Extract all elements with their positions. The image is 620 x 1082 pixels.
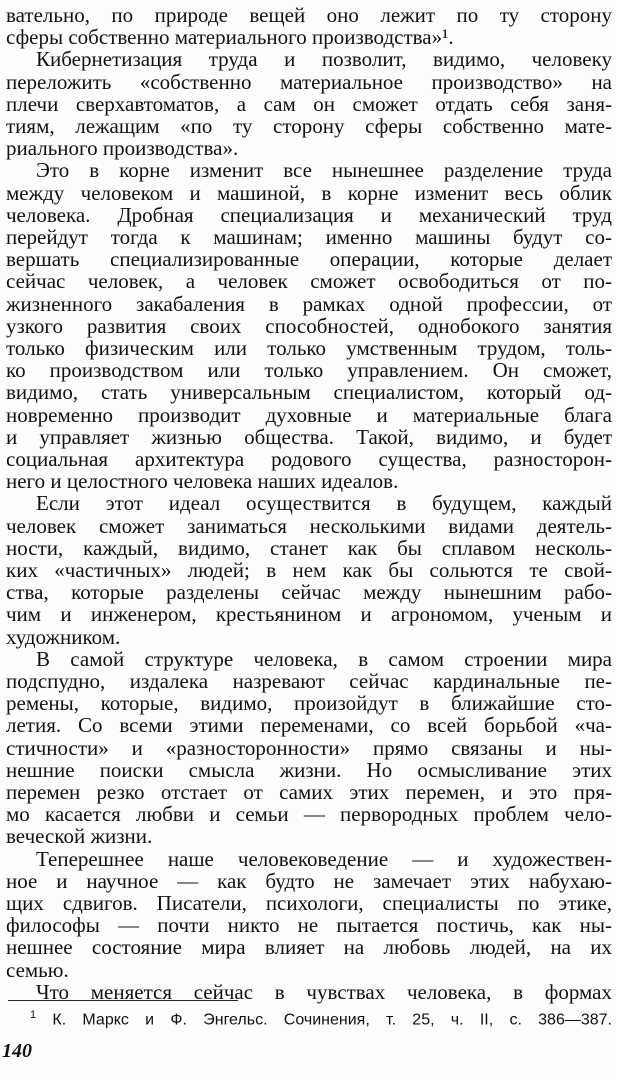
text-line: Если этот идеал осуществится в будущем, каждый [36,491,612,516]
text-line: и управляет жизнью общества. Такой, видимо, и будет [6,424,612,449]
text-line: нешнее состояние мира влияет на любовь людей, на их [6,935,612,960]
text-line: летия. Со всеми этими переменами, со всей борьбой «ча- [6,713,612,738]
text-line: Это в корне изменит все нынешнее разделение труда [36,158,612,183]
text-line: плечи сверхавтоматов, а сам он сможет отдать себя заня- [6,91,612,116]
text-line: ремены, которые, видимо, произойдут в ближайшие сто- [6,691,612,716]
text-line: ности, каждый, видимо, станет как бы сплавом несколь- [6,535,612,560]
text-line: сейчас человек, а человек сможет освободиться от по- [6,269,612,294]
text-line: между человеком и машиной, в корне изменит весь облик [6,180,612,205]
text-line: Теперешнее наше человековедение — и художествен- [36,846,612,871]
text-line: человек сможет заниматься несколькими видами деятель- [6,513,612,538]
footnote-rule [8,1000,238,1001]
text-line: нешние поиски смысла жизни. Но осмысливание этих [6,757,612,782]
page-number: 140 [2,1040,32,1062]
text-line: Что меняется сейчас в чувствах человека, в формах [36,979,612,1004]
text-line: него и целостного человека наших идеалов. [6,469,399,494]
text-line: вательно, по природе вещей оно лежит по ту сторону [6,3,612,27]
text-line: видимо, стать универсальным специалистом, который од- [6,380,612,405]
text-line: ко производством или только управлением. Он сможет, [6,358,612,383]
text-line: чим и инженером, крестьянином и агрономом, ученым и [6,602,612,627]
footnote-text: К. Маркс и Ф. Энгельс. Сочинения, т. 25, ч. II, с. 386—387. [52,1011,612,1029]
text-line: ства, которые разделены сейчас между нынешним рабо- [6,580,612,605]
text-line: ное и научное — как будто не замечает этих набухаю- [6,868,612,893]
text-line: тиям, лежащим «по ту сторону сферы собственно мате- [6,114,612,138]
text-line: узкого развития своих способностей, однобокого занятия [6,313,612,338]
text-line: художником. [6,624,121,649]
text-line: переложить «собственно материальное производство» на [6,69,612,94]
text-line: Кибернетизация труда и позволит, видимо, человеку [36,47,612,72]
text-line: человека. Дробная специализация и механический труд [6,202,612,227]
text-line: мо касается любви и семьи — первородных проблем чело- [6,802,612,827]
text-line: новременно производит духовные и материальные блага [6,402,612,427]
text-line: ких «частичных» людей; в нем как бы сольются те свой- [6,558,612,582]
text-line: щих сдвигов. Писатели, психологи, специалисты по этике, [6,891,612,915]
text-line: веческой жизни. [6,824,153,849]
text-line: риального производства». [6,136,239,161]
text-line: вершать специализированные операции, которые делает [6,247,612,272]
text-line: жизненного закабаления в рамках одной профессии, от [6,291,612,316]
text-line: стичности» и «разносторонности» прямо связаны и ны- [6,735,612,760]
text-line: перемен резко отстает от самих этих перемен, и это пря- [6,780,612,804]
text-line: подспудно, издалека назревают сейчас кардинальные пе- [6,669,612,693]
text-line: социальная архитектура родового существа, разносторон- [6,447,612,471]
footnote [30,1004,612,1029]
text-line: перейдут тогда к машинам; именно машины будут со- [6,225,612,249]
text-line: философы — почти никто не пытается постичь, как ны- [6,913,612,938]
text-line: семью. [6,957,69,982]
text-line: сферы собственно материального производства»¹. [6,25,454,50]
text-line: В самой структуре человека, в самом строении мира [36,646,612,671]
footnote-marker: 1 [30,1009,37,1021]
text-line: только физическим или только умственным трудом, толь- [6,336,612,360]
